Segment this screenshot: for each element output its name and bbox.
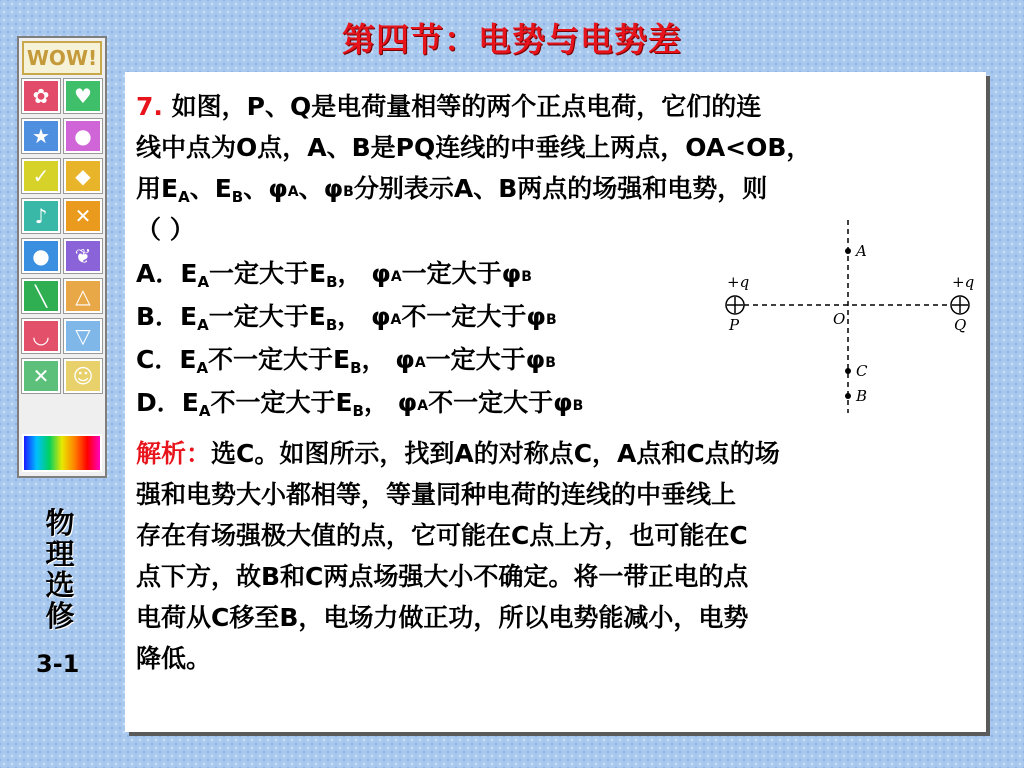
q-text: 分别表示A、B两点的场强和电势，则 — [353, 174, 768, 203]
label-a: A — [856, 242, 867, 260]
bow-icon[interactable]: ✕ — [64, 199, 102, 233]
check-icon[interactable]: ✓ — [22, 159, 60, 193]
smile-icon[interactable]: ☺ — [64, 359, 102, 393]
leaf-icon[interactable]: ❦ — [64, 239, 102, 273]
label-q: Q — [954, 316, 967, 334]
q-text: 、E — [189, 174, 232, 203]
q-sub: A — [178, 188, 190, 206]
opt-text: D．E — [136, 388, 199, 417]
subject-char: 修 — [45, 599, 75, 633]
label-b: B — [856, 387, 868, 405]
fish-icon[interactable]: ◆ — [64, 159, 102, 193]
opt-text: 一定大于φ — [401, 259, 522, 288]
question-text: 如图，P、Q是电荷量相等的两个正点电荷，它们的连 — [171, 92, 762, 121]
option-b[interactable] — [136, 297, 557, 334]
apple-icon[interactable]: ● — [22, 239, 60, 273]
subject-char: 选 — [45, 568, 75, 602]
opt-sub: B — [350, 359, 362, 377]
page-title: 第四节：电势与电势差 — [342, 20, 682, 59]
opt-small: B — [545, 312, 557, 328]
analysis-line-3: 存在有场强极大值的点，它可能在C点上方，也可能在C — [136, 521, 748, 550]
balloon-icon[interactable]: ♪ — [22, 199, 60, 233]
analysis-text: 选C。如图所示，找到A的对称点C，A点和C点的场 — [211, 439, 780, 468]
label-plus-left: +q — [727, 273, 750, 291]
question-number: 7. — [136, 92, 163, 121]
color-spectrum[interactable] — [22, 434, 102, 472]
point-b — [845, 393, 851, 399]
option-d[interactable] — [136, 383, 583, 420]
opt-sub: B — [352, 402, 364, 420]
analysis-line-4: 点下方，故B和C两点场强大小不确定。将一带正电的点 — [136, 562, 749, 591]
opt-small: A — [414, 355, 426, 371]
opt-text: 不一定大于φ — [428, 388, 573, 417]
label-o: O — [833, 310, 846, 328]
opt-text: 不一定大于φ — [401, 302, 546, 331]
opt-sub: A — [198, 402, 211, 420]
opt-sub: A — [197, 273, 210, 291]
opt-sub: B — [326, 273, 338, 291]
analysis-line-6: 降低。 — [136, 644, 212, 673]
opt-text: 一定大于φ — [425, 345, 546, 374]
tulip-icon[interactable]: ✿ — [22, 79, 60, 113]
opt-small: A — [390, 269, 402, 285]
q-small: B — [343, 184, 354, 200]
question-line-2: 线中点为O点，A、B是PQ连线的中垂线上两点，OA<OB， — [136, 133, 812, 162]
opt-small: B — [572, 398, 584, 414]
opt-sub: A — [196, 359, 209, 377]
opt-text: 不一定大于E — [208, 345, 351, 374]
circle-icon[interactable]: ● — [64, 119, 102, 153]
q-text: 、φ — [298, 174, 344, 203]
label-plus-right: +q — [952, 273, 975, 291]
analysis-line-1 — [136, 433, 976, 474]
option-a[interactable] — [136, 254, 532, 291]
opt-text: 不一定大于E — [210, 388, 353, 417]
q-text: 用E — [136, 174, 179, 203]
opt-text: A．E — [136, 259, 198, 288]
content-panel — [125, 72, 986, 732]
opt-text: ， φ — [361, 345, 415, 374]
opt-small: A — [390, 312, 402, 328]
q-text: 、φ — [243, 174, 288, 203]
opt-small: B — [545, 355, 556, 371]
opt-text: B．E — [136, 302, 198, 331]
analysis-line-2: 强和电势大小都相等，等量同种电荷的连线的中垂线上 — [136, 480, 737, 509]
heart-icon[interactable]: ♥ — [64, 79, 102, 113]
q-small: A — [287, 184, 299, 200]
subject-char: 物 — [45, 506, 75, 540]
analysis-label: 解析： — [136, 439, 212, 468]
opt-text: 一定大于E — [209, 259, 327, 288]
opt-sub: A — [197, 316, 209, 334]
opt-text: ， φ — [337, 259, 391, 288]
cup-icon[interactable]: ▽ — [64, 319, 102, 353]
chapter-label: 3-1 — [36, 650, 80, 678]
q-sub: B — [231, 188, 244, 206]
shapes-icon[interactable]: △ — [64, 279, 102, 313]
option-c[interactable] — [136, 340, 556, 377]
opt-small: B — [521, 269, 532, 285]
opt-text: 一定大于E — [208, 302, 326, 331]
point-c — [845, 368, 851, 374]
label-c: C — [856, 362, 868, 380]
opt-text: C．E — [136, 345, 197, 374]
question-line-4: （ ） — [136, 215, 195, 244]
subject-label — [30, 508, 90, 632]
charge-diagram — [715, 215, 985, 425]
subject-char: 理 — [45, 537, 75, 571]
opt-text: ， φ — [363, 388, 418, 417]
lips-icon[interactable]: ◡ — [22, 319, 60, 353]
opt-sub: B — [325, 316, 338, 334]
label-p: P — [729, 316, 740, 334]
point-a — [845, 248, 851, 254]
opt-small: A — [417, 398, 429, 414]
analysis-line-5: 电荷从C移至B，电场力做正功，所以电势能减小，电势 — [136, 603, 749, 632]
cross-icon[interactable]: ✕ — [22, 359, 60, 393]
slash-icon[interactable]: ╲ — [22, 279, 60, 313]
question-line-1 — [136, 86, 976, 127]
wow-logo: WOW! — [22, 41, 102, 75]
sidebar-toolbar — [17, 36, 107, 478]
opt-text: ， φ — [337, 302, 391, 331]
star-icon[interactable]: ★ — [22, 119, 60, 153]
